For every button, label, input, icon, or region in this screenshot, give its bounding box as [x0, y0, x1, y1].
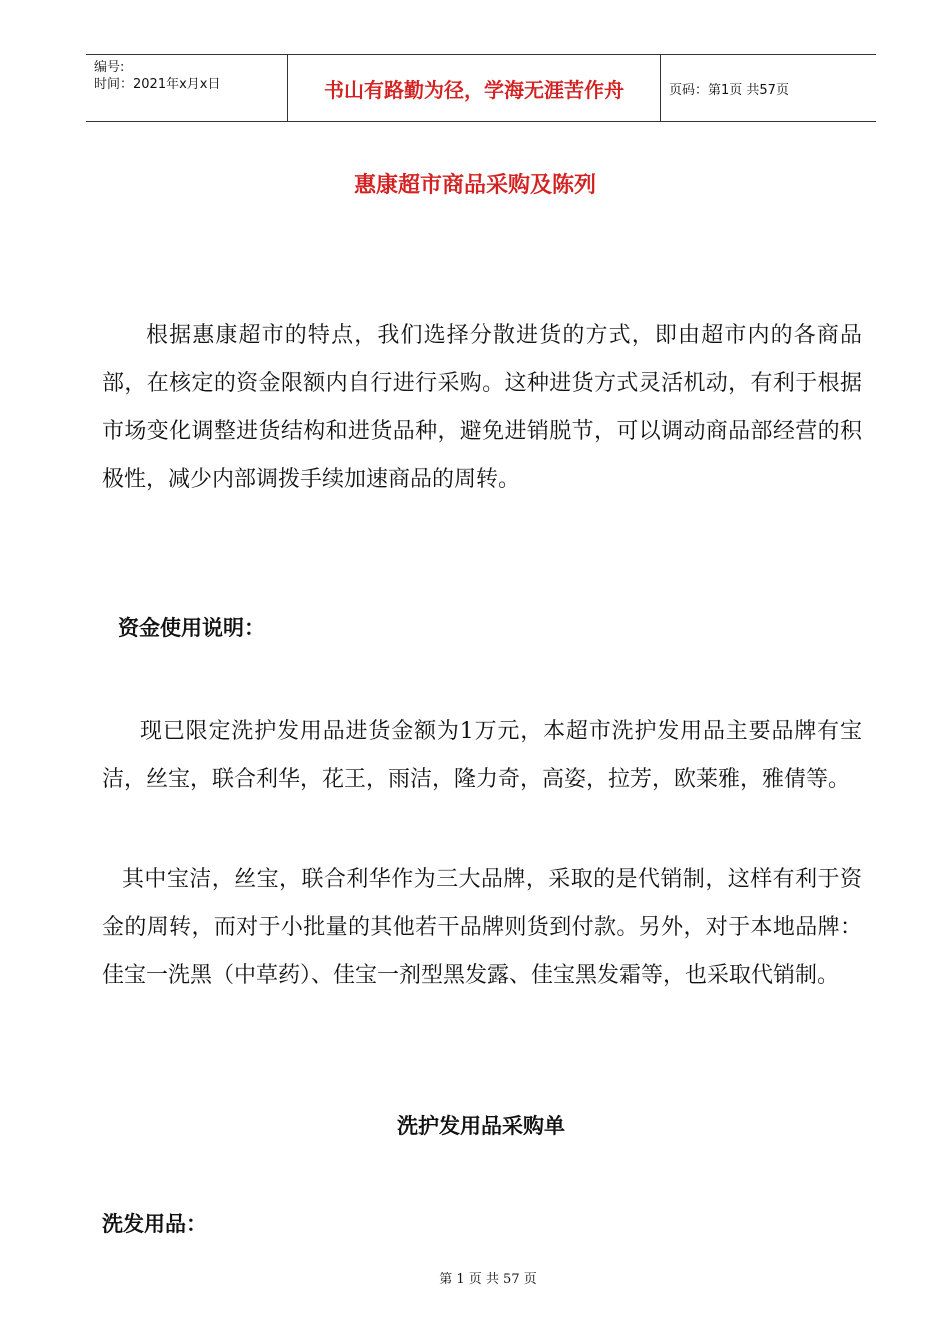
- paragraph-intro: 根据惠康超市的特点，我们选择分散进货的方式，即由超市内的各商品部，在核定的资金限额内自行进行采购。这种进货方式灵活机动，有利于根据市场变化调整进货结构和进货品种，避免进销脱节，可以调动商品部经营的积极性，减少内部调拨手续加速商品的周转。: [102, 323, 862, 492]
- document-title: 惠康超市商品采购及陈列: [353, 173, 596, 198]
- section-heading-funds: 资金使用说明：: [118, 616, 265, 640]
- paragraph-budget: 现已限定洗护发用品进货金额为1万元，本超市洗护发用品主要品牌有宝洁，丝宝，联合利华，花王，雨洁，隆力奇，高姿，拉芳，欧莱雅，雅倩等。: [102, 719, 862, 792]
- header-meta: [86, 55, 288, 121]
- purchase-list-title: 洗护发用品采购单: [397, 1114, 565, 1138]
- sub-heading-shampoo: 洗发用品：: [102, 1212, 207, 1236]
- serial-label: 编号:: [94, 60, 125, 75]
- paragraph-brands: 其中宝洁，丝宝，联合利华作为三大品牌，采取的是代销制，这样有利于资金的周转，而对于小批量的其他若干品牌则货到付款。另外，对于本地品牌：佳宝一洗黑（中草药）、佳宝一剂型黑发露、佳宝黑发霜等，也采取代销制。: [102, 867, 862, 988]
- time-label: 时间：2021年x月x日: [94, 77, 221, 92]
- page-header: [86, 54, 876, 122]
- header-motto: 书山有路勤为径，学海无涯苦作舟: [288, 55, 661, 121]
- header-page-number: 页码：第1页 共57页: [669, 82, 789, 98]
- page-footer: 第 1 页 共 57 页: [439, 1272, 537, 1287]
